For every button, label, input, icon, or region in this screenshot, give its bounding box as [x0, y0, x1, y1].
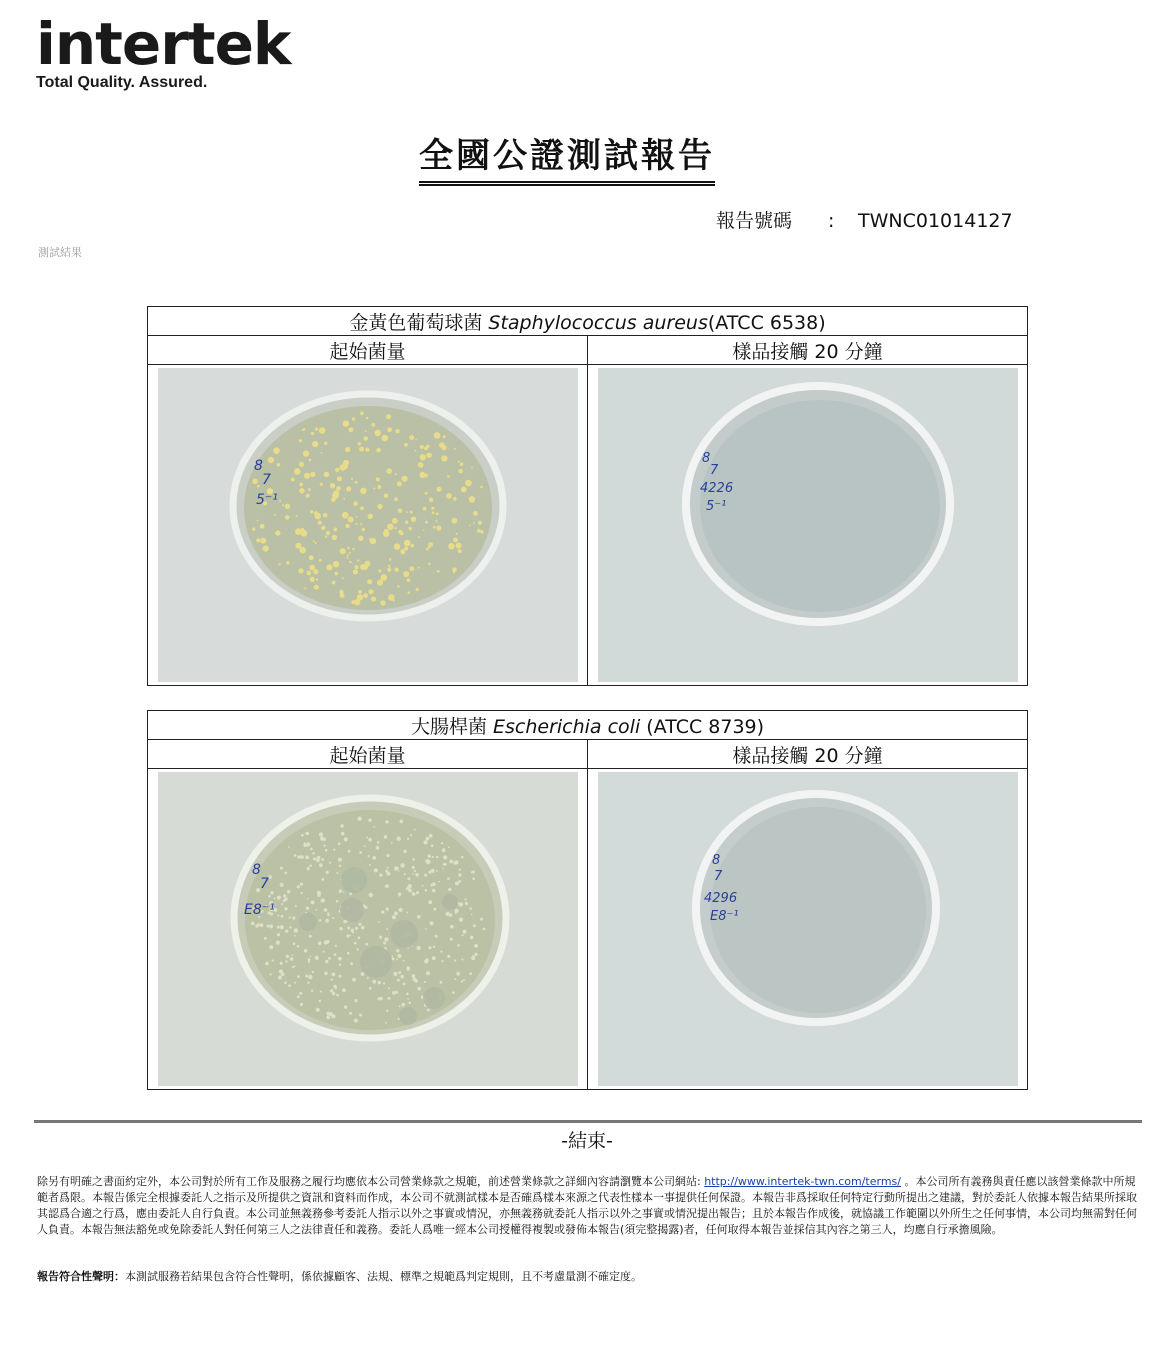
conformity-label: 報告符合性聲明： [37, 1270, 125, 1283]
organism-latin-name: Staphylococcus aureus [488, 311, 708, 334]
organism-header [148, 307, 1028, 336]
organism-latin-name: Escherichia coli [492, 715, 641, 738]
petri-dish-photo-initial [158, 772, 578, 1086]
report-number-row [716, 206, 1013, 233]
dish-marking-4: 5⁻¹ [705, 499, 726, 514]
conformity-statement [37, 1268, 642, 1284]
column-initial-count: 起始菌量 [148, 336, 588, 365]
report-number-label: 報告號碼 [716, 210, 793, 232]
organism-strain: (ATCC 6538) [707, 311, 826, 334]
organism-strain: (ATCC 8739) [640, 715, 765, 738]
legal-disclaimer [37, 1174, 1137, 1238]
report-number-colon: : [828, 210, 835, 232]
end-marker: -結束- [561, 1130, 613, 1152]
photo-cell-contact [588, 769, 1028, 1090]
photo-cell-initial [148, 365, 588, 686]
conformity-text: 本測試服務若結果包含符合性聲明，係依據顧客、法規、標準之規範爲判定規則，且不考慮量測不確定度。 [125, 1270, 642, 1283]
intertek-logo [36, 12, 290, 92]
organism-chinese-name: 大腸桿菌 [410, 715, 493, 738]
petri-dish-photo-initial [158, 368, 578, 682]
dish-marking-1: 8 [701, 451, 710, 466]
report-title: 全國公證測試報告 [419, 128, 715, 183]
photo-cell-initial [148, 769, 588, 1090]
column-contact-20min: 樣品接觸 20 分鐘 [588, 740, 1028, 769]
logo-tagline: Total Quality. Assured. [36, 74, 208, 91]
dish-marking-3: E8⁻¹ [243, 902, 275, 918]
dish-marking-4: E8⁻¹ [709, 909, 739, 924]
photo-cell-contact [588, 365, 1028, 686]
petri-dish-photo-contact [598, 368, 1018, 682]
dish-marking-1: 8 [711, 853, 720, 868]
petri-dish-image [158, 772, 578, 1086]
logo-wordmark: intertek [36, 10, 291, 78]
organism-chinese-name: 金黃色葡萄球菌 [349, 311, 489, 334]
petri-dish-photo-contact [598, 772, 1018, 1086]
petri-dish-image [598, 368, 1018, 682]
dish-marking-3: 4296 [703, 891, 737, 906]
dish-marking-3: 4226 [699, 481, 733, 496]
report-number-value: TWNC01014127 [858, 210, 1013, 232]
terms-link[interactable]: http://www.intertek-twn.com/terms/ [704, 1175, 901, 1188]
dish-marking-1: 8 [253, 458, 263, 474]
organism-header [148, 711, 1028, 740]
disclaimer-text-2: 。本公司所有義務與責任應以該營業條款中所規範者爲限。本報告係完全根據委託人之指示及所提供之資訊和資料而作成，本公司不就測試樣本是否確爲樣本來源之代表性樣本一事提供任何保證。本報告非爲採取任何特定行動所提出之建議，對於委託人依據本報告結果所採取其認爲合適之行爲，應由委託人自行負責。本公司並無義務參考委託人指示以外之事實或情況，亦無義務就委託人指示以外之事實或情況提出報告；且於本報告作成後，就協議工作範圍以外所生之任何事情，本公司均無需對任何人負責。本報告無法豁免或免除委託人對任何第三人之法律責任和義務。委託人爲唯一經本公司授權得複製或發佈本報告(須完整揭露)者，任何取得本報告並採信其內容之第三人，均應自行承擔風險。 [37, 1175, 1137, 1236]
cut-off-heading: 測試結果 [38, 246, 82, 259]
results-table-staphylococcus [147, 306, 1028, 686]
column-initial-count: 起始菌量 [148, 740, 588, 769]
footer-divider [34, 1120, 1142, 1123]
disclaimer-text-1: 除另有明確之書面約定外，本公司對於所有工作及服務之履行均應依本公司營業條款之規範，前述營業條款之詳細內容請瀏覽本公司網站: [37, 1175, 705, 1188]
petri-dish-image [158, 368, 578, 682]
dish-marking-2: 7 [709, 463, 718, 478]
dish-marking-2: 7 [259, 876, 269, 892]
dish-marking-2: 7 [713, 869, 722, 884]
dish-marking-2: 7 [261, 472, 271, 488]
column-contact-20min: 樣品接觸 20 分鐘 [588, 336, 1028, 365]
dish-marking-3: 5⁻¹ [255, 492, 278, 508]
report-title-block [0, 128, 1134, 183]
results-table-ecoli [147, 710, 1028, 1090]
petri-dish-image [598, 772, 1018, 1086]
dish-marking-1: 8 [251, 862, 261, 878]
